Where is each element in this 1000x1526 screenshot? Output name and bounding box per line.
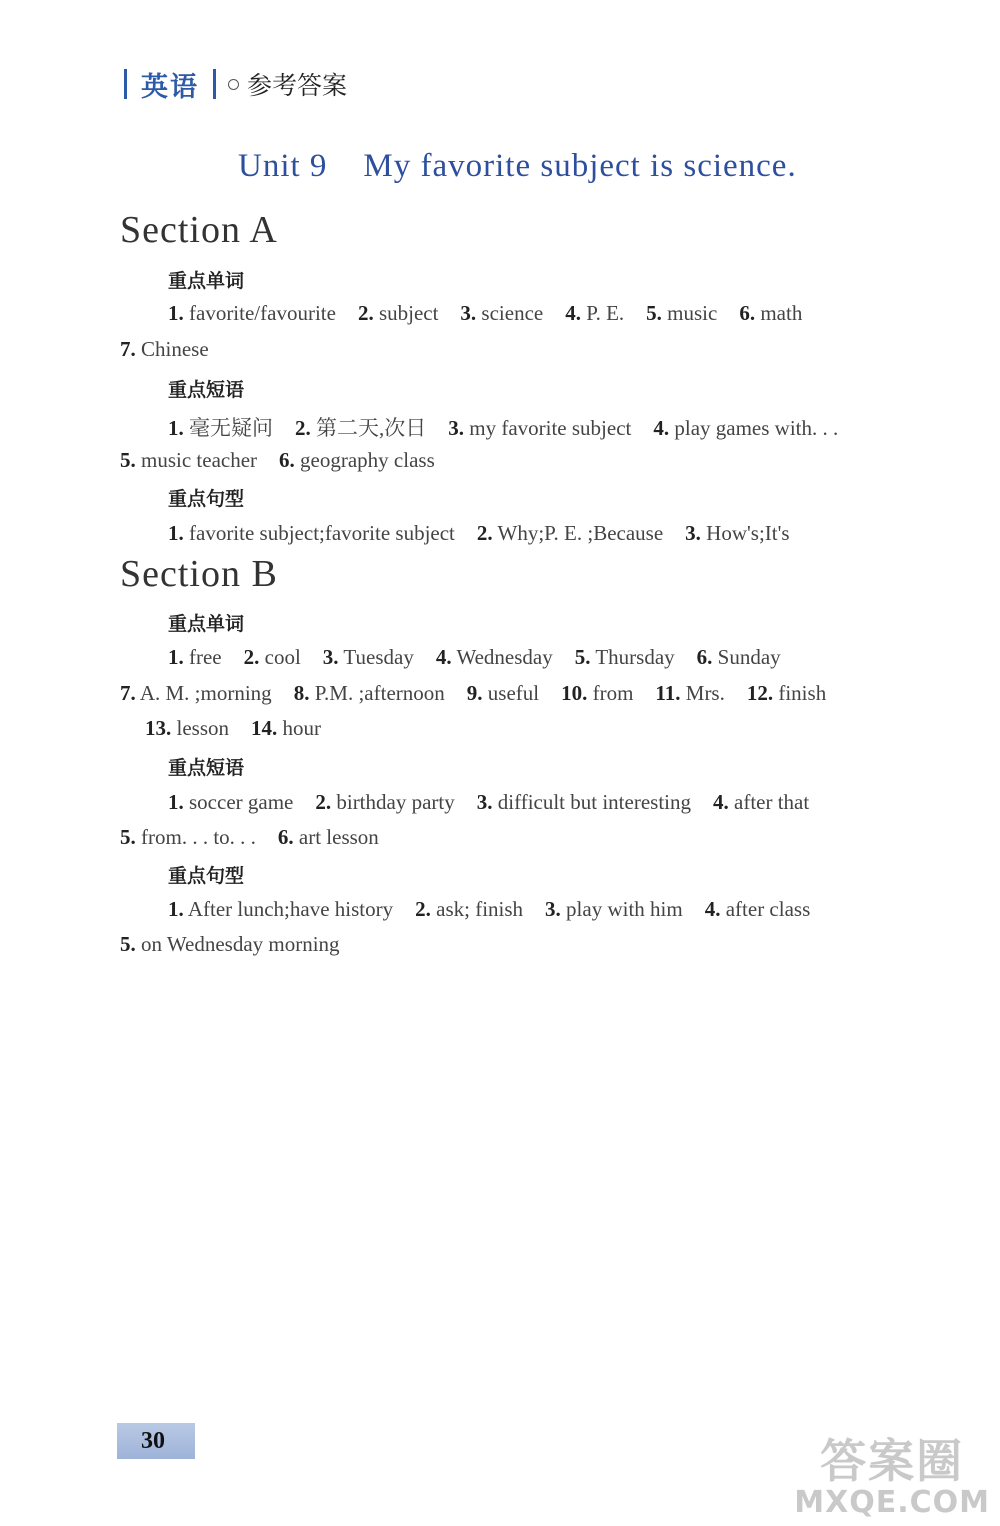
answer-item — [415, 897, 523, 921]
answer-item — [295, 416, 426, 440]
answer-item — [705, 897, 811, 921]
answer-text: my favorite subject — [464, 416, 632, 440]
answer-line — [120, 825, 379, 850]
section-b-sentences-label: 重点句型 — [168, 865, 245, 887]
answer-item — [168, 521, 455, 545]
answer-text: Wednesday — [451, 645, 553, 669]
answer-number: 5. — [120, 932, 136, 956]
section-a-title: Section A — [120, 209, 278, 251]
answer-item — [278, 825, 379, 849]
answer-number: 13. — [145, 716, 172, 740]
answer-line — [168, 301, 802, 326]
header-title: 参考答案 — [247, 71, 348, 100]
answer-item — [323, 645, 414, 669]
answer-item — [120, 448, 257, 472]
answer-number: 2. — [315, 790, 332, 814]
answer-number: 1. — [168, 645, 184, 669]
answer-item — [575, 645, 675, 669]
answer-line — [120, 448, 435, 473]
answer-item — [460, 301, 543, 325]
answer-text: cool — [259, 645, 301, 669]
answer-item — [685, 521, 789, 545]
answer-number: 8. — [293, 681, 310, 705]
answer-number: 3. — [476, 790, 493, 814]
header-bar-left — [124, 69, 127, 99]
answer-number: 2. — [295, 416, 311, 440]
answer-text: P. E. — [580, 301, 625, 325]
answer-item — [244, 645, 301, 669]
answer-line — [168, 790, 809, 815]
answer-item — [436, 645, 553, 669]
answer-text: Tuesday — [338, 645, 414, 669]
answer-item — [646, 301, 717, 325]
answer-item — [294, 681, 445, 705]
answer-text: on Wednesday morning — [135, 932, 340, 956]
answer-line — [120, 681, 826, 706]
answer-text: finish — [773, 681, 827, 705]
answer-item — [565, 301, 624, 325]
answer-text: lesson — [171, 716, 229, 740]
answer-line — [168, 645, 781, 670]
section-a-phrases-label: 重点短语 — [168, 379, 245, 401]
answer-number: 2. — [415, 897, 431, 921]
answer-text: difficult but interesting — [492, 790, 691, 814]
answer-item — [168, 301, 336, 325]
answer-item — [120, 337, 209, 361]
answer-text: 第二天,次日 — [310, 416, 427, 440]
answer-item — [120, 932, 340, 956]
answer-number: 1. — [168, 416, 184, 440]
answer-item — [467, 681, 539, 705]
answer-text: art lesson — [293, 825, 379, 849]
answer-item — [315, 790, 454, 814]
page-header — [124, 64, 347, 104]
answer-number: 5. — [646, 301, 662, 325]
answer-item — [477, 521, 663, 545]
answer-number: 3. — [448, 416, 464, 440]
answer-text: math — [755, 301, 803, 325]
answer-number: 3. — [460, 301, 477, 325]
circle-icon — [228, 79, 239, 90]
answer-text: after class — [720, 897, 811, 921]
answer-number: 7. — [120, 337, 136, 361]
answer-text: Thursday — [590, 645, 675, 669]
answer-text: Sunday — [712, 645, 781, 669]
answer-text: soccer game — [183, 790, 294, 814]
section-b-title: Section B — [120, 553, 278, 595]
answer-item — [251, 716, 321, 740]
unit-title — [238, 148, 797, 185]
answer-number: 3. — [685, 521, 701, 545]
answer-text: favorite subject;favorite subject — [183, 521, 455, 545]
subject-label: 英语 — [141, 71, 199, 103]
answer-item — [168, 790, 293, 814]
answer-text: hour — [277, 716, 321, 740]
answer-text: Why;P. E. ;Because — [492, 521, 664, 545]
answer-item — [145, 716, 229, 740]
answer-text: birthday party — [331, 790, 455, 814]
answer-item — [713, 790, 809, 814]
answer-item — [653, 416, 838, 440]
answer-item — [120, 681, 272, 705]
answer-line — [145, 716, 321, 741]
answer-number: 2. — [476, 521, 493, 545]
answer-number: 3. — [322, 645, 339, 669]
answer-text: from — [587, 681, 634, 705]
answer-number: 3. — [545, 897, 561, 921]
answer-text: Mrs. — [680, 681, 725, 705]
answer-number: 2. — [243, 645, 260, 669]
unit-heading: My favorite subject is science. — [363, 148, 797, 184]
answer-text: after that — [728, 790, 810, 814]
section-b-phrases-label: 重点短语 — [168, 757, 245, 779]
answer-number: 6. — [696, 645, 713, 669]
answer-number: 1. — [168, 897, 184, 921]
answer-number: 4. — [704, 897, 721, 921]
answer-text: After lunch;have history — [183, 897, 394, 921]
answer-item — [545, 897, 683, 921]
answer-item — [477, 790, 691, 814]
answer-text: music teacher — [135, 448, 258, 472]
answer-item — [120, 825, 256, 849]
answer-item — [279, 448, 435, 472]
section-b-vocab-label: 重点单词 — [168, 613, 245, 635]
answer-text: play with him — [560, 897, 683, 921]
answer-text: favorite/favourite — [183, 301, 336, 325]
answer-text: useful — [482, 681, 540, 705]
watermark — [794, 1425, 990, 1520]
answer-item — [655, 681, 724, 705]
answer-text: geography class — [294, 448, 435, 472]
answer-item — [168, 416, 273, 440]
answer-text: Chinese — [135, 337, 209, 361]
answer-number: 4. — [653, 416, 670, 440]
answer-number: 6. — [279, 448, 295, 472]
section-a-sentences-label: 重点句型 — [168, 488, 245, 510]
answer-item — [747, 681, 826, 705]
answer-number: 10. — [561, 681, 588, 705]
answer-number: 4. — [565, 301, 581, 325]
answer-text: science — [476, 301, 544, 325]
answer-line — [168, 412, 838, 442]
answer-text: How's;It's — [700, 521, 790, 545]
answer-item — [168, 645, 222, 669]
answer-line — [168, 521, 790, 546]
answer-text: A. M. ;morning — [135, 681, 272, 705]
answer-number: 5. — [120, 825, 136, 849]
answer-number: 5. — [574, 645, 591, 669]
answer-text: P.M. ;afternoon — [309, 681, 445, 705]
section-a-vocab-label: 重点单词 — [168, 270, 245, 292]
watermark-logo-text: 答案圈 — [820, 1434, 965, 1488]
answer-number: 4. — [435, 645, 452, 669]
answer-number: 7. — [120, 681, 136, 705]
answer-item — [739, 301, 802, 325]
answer-number: 4. — [713, 790, 729, 814]
watermark-url: MXQE.COM — [794, 1485, 990, 1520]
answer-number: 2. — [357, 301, 374, 325]
answer-number: 1. — [168, 790, 184, 814]
answer-line — [120, 932, 340, 957]
answer-item — [697, 645, 781, 669]
unit-number: Unit 9 — [238, 148, 328, 184]
answer-item — [168, 897, 393, 921]
answer-item — [448, 416, 631, 440]
answer-item — [358, 301, 438, 325]
answer-number: 6. — [739, 301, 756, 325]
answer-number: 9. — [466, 681, 483, 705]
answer-text: music — [661, 301, 718, 325]
answer-number: 1. — [168, 301, 184, 325]
answer-number: 11. — [655, 681, 681, 705]
answer-text: subject — [373, 301, 439, 325]
answer-item — [561, 681, 633, 705]
answer-text: free — [183, 645, 222, 669]
answer-text: from. . . to. . . — [135, 825, 256, 849]
answer-number: 5. — [120, 448, 136, 472]
answer-text: play games with. . . — [669, 416, 839, 440]
page-number: 30 — [117, 1423, 195, 1459]
answer-text: 毫无疑问 — [183, 416, 273, 440]
answer-line — [168, 897, 810, 922]
answer-number: 12. — [746, 681, 774, 705]
answer-line — [120, 337, 209, 362]
answer-text: ask; finish — [430, 897, 524, 921]
header-bar-right — [213, 69, 216, 99]
answer-number: 6. — [277, 825, 294, 849]
answer-number: 1. — [168, 521, 184, 545]
answer-number: 14. — [251, 716, 278, 740]
